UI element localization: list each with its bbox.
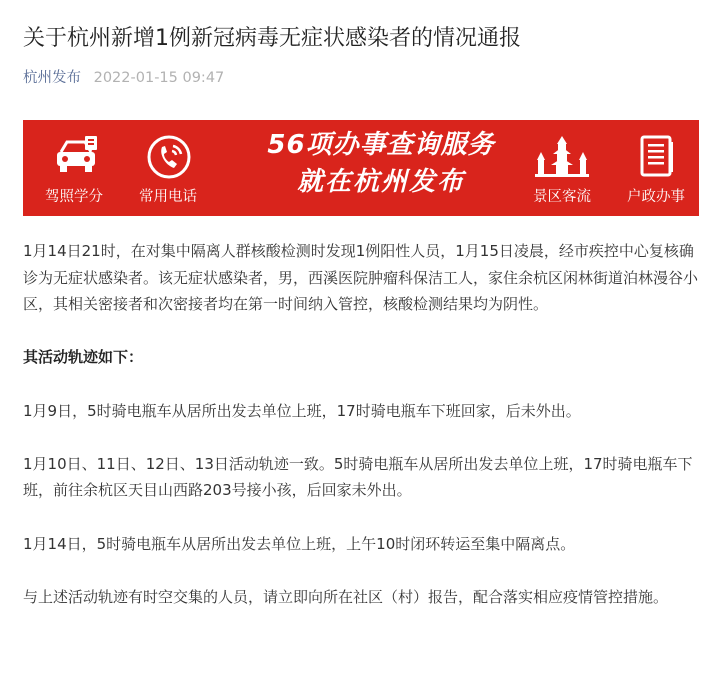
slogan-line-2: 就在杭州发布 — [296, 167, 465, 197]
section-heading: 其活动轨迹如下： — [23, 348, 144, 367]
banner-item-label: 户政办事 — [627, 189, 685, 205]
article-title: 关于杭州新增1例新冠病毒无症状感染者的情况通报 — [23, 26, 521, 51]
banner-item-driving[interactable] — [31, 120, 117, 216]
slogan-line-1: 56项办事查询服务 — [267, 130, 495, 160]
services-banner[interactable] — [23, 120, 699, 216]
banner-item-label: 景区客流 — [533, 189, 591, 205]
banner-item-scenic[interactable] — [517, 120, 607, 216]
banner-item-label: 驾照学分 — [45, 189, 103, 205]
publish-time: 2022-01-15 09:47 — [93, 70, 225, 86]
article-meta — [23, 68, 224, 88]
paragraph-jan10-13: 1月10日、11日、12日、13日活动轨迹一致。5时骑电瓶车从居所出发去单位上班，17时骑电瓶车下班，前往余杭区天目山西路203号接小孩，后回家未外出。 — [23, 454, 693, 500]
article-body — [23, 238, 701, 610]
phone-icon — [145, 134, 193, 184]
car-icon — [51, 134, 99, 182]
paragraph-jan9: 1月9日，5时骑电瓶车从居所出发去单位上班，17时骑电瓶车下班回家，后未外出。 — [23, 401, 581, 420]
banner-item-label: 常用电话 — [139, 189, 197, 205]
booklet-icon — [639, 134, 675, 184]
pagoda-icon — [533, 134, 591, 184]
banner-slogan — [241, 126, 521, 200]
paragraph-summary: 1月14日21时，在对集中隔离人群核酸检测时发现1例阳性人员，1月15日凌晨，经市疾控中心复核确诊为无症状感染者。该无症状感染者，男，西溪医院肿瘤科保洁工人，家住余杭区闲林街道泊林漫谷小区，其相关密接者和次密接者均在第一时间纳入管控，核酸检测结果均为阴性。 — [23, 242, 699, 314]
paragraph-jan14: 1月14日，5时骑电瓶车从居所出发去单位上班，上午10时闭环转运至集中隔离点。 — [23, 534, 576, 553]
account-name-link[interactable]: 杭州发布 — [23, 70, 81, 86]
banner-item-phone[interactable] — [125, 120, 211, 216]
banner-item-household[interactable] — [613, 120, 699, 216]
paragraph-notice: 与上述活动轨迹有时空交集的人员，请立即向所在社区（村）报告，配合落实相应疫情管控措施。 — [23, 587, 669, 606]
